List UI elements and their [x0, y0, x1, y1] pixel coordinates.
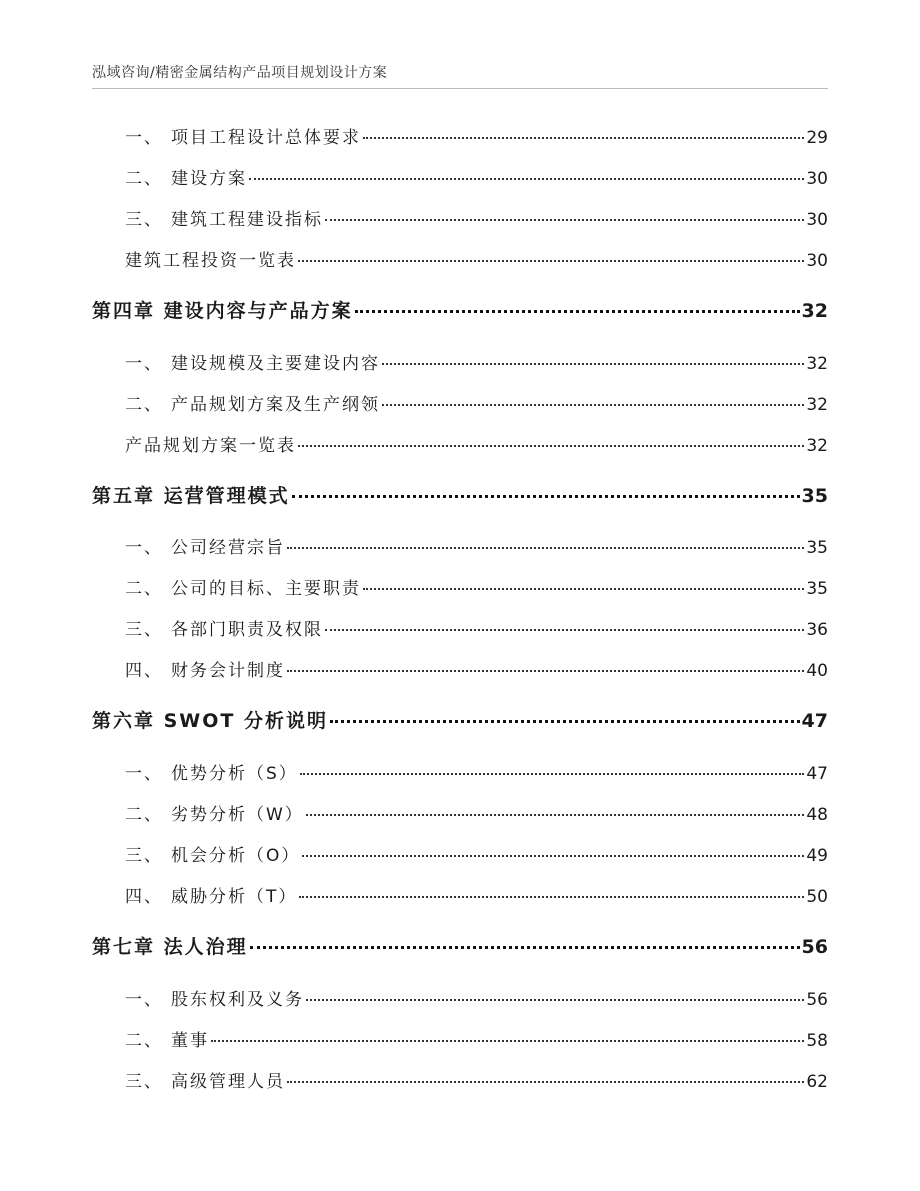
toc-entry-label [125, 656, 285, 681]
toc-page-number: 47 [801, 710, 828, 732]
toc-page-number: 32 [801, 300, 828, 322]
toc-section-entry[interactable] [0, 574, 920, 599]
toc-entry-number: 四、 [125, 661, 163, 681]
toc-chapter-entry[interactable] [0, 706, 920, 733]
toc-entry-label [125, 349, 380, 374]
toc-section-entry[interactable] [0, 759, 920, 784]
toc-page-number: 50 [806, 887, 828, 907]
dot-leader [302, 855, 804, 857]
dot-leader [325, 219, 804, 221]
toc-page-number: 29 [806, 128, 828, 148]
toc-entry-label [125, 533, 285, 558]
toc-entry-title: 建筑工程投资一览表 [125, 251, 296, 271]
toc-section-entry[interactable] [0, 841, 920, 866]
dot-leader [325, 629, 804, 631]
toc-section-entry[interactable] [0, 164, 920, 189]
toc-entry-label [92, 932, 248, 959]
toc-page-number: 32 [806, 436, 828, 456]
toc-entry-label [92, 706, 328, 733]
dot-leader [287, 547, 804, 549]
toc-entry-label [92, 296, 353, 323]
toc-page-number: 36 [806, 620, 828, 640]
toc-page-number: 30 [806, 169, 828, 189]
dot-leader [306, 814, 805, 816]
dot-leader [287, 1081, 804, 1083]
toc-entry-title: 财务会计制度 [171, 661, 285, 681]
toc-entry-label [125, 431, 296, 456]
toc-entry-number: 四、 [125, 887, 163, 907]
toc-entry-number: 一、 [125, 764, 163, 784]
dot-leader [355, 310, 800, 313]
toc-entry-number: 三、 [125, 620, 163, 640]
toc-entry-title: 公司的目标、主要职责 [171, 579, 361, 599]
toc-entry-title: 高级管理人员 [171, 1072, 285, 1092]
toc-entry-title: 产品规划方案一览表 [125, 436, 296, 456]
toc-entry-title: 第五章 运营管理模式 [92, 485, 290, 507]
dot-leader [249, 178, 804, 180]
toc-page-number: 48 [806, 805, 828, 825]
toc-entry-number: 三、 [125, 210, 163, 230]
toc-page-number: 30 [806, 251, 828, 271]
toc-entry-number: 一、 [125, 128, 163, 148]
toc-section-entry[interactable] [0, 1026, 920, 1051]
toc-entry-title: 第四章 建设内容与产品方案 [92, 300, 353, 322]
toc-entry-label [125, 985, 304, 1010]
toc-section-entry[interactable] [0, 123, 920, 148]
toc-page-number: 56 [806, 990, 828, 1010]
toc-section-entry[interactable] [0, 246, 920, 271]
toc-section-entry[interactable] [0, 390, 920, 415]
toc-entry-label [125, 123, 361, 148]
toc-entry-title: 建设方案 [171, 169, 247, 189]
toc-page-number: 32 [806, 395, 828, 415]
toc-entry-title: 建设规模及主要建设内容 [171, 354, 380, 374]
dot-leader [299, 896, 804, 898]
toc-entry-title: 机会分析（O） [171, 846, 301, 866]
toc-chapter-entry[interactable] [0, 481, 920, 508]
toc-entry-title: 产品规划方案及生产纲领 [171, 395, 380, 415]
dot-leader [298, 260, 804, 262]
toc-entry-number: 二、 [125, 395, 163, 415]
toc-page-number: 58 [806, 1031, 828, 1051]
toc-entry-label [125, 615, 323, 640]
toc-entry-label [125, 841, 300, 866]
toc-section-entry[interactable] [0, 349, 920, 374]
toc-entry-number: 二、 [125, 805, 163, 825]
toc-entry-title: 建筑工程建设指标 [171, 210, 323, 230]
toc-entry-title: 项目工程设计总体要求 [171, 128, 361, 148]
toc-entry-label [125, 882, 297, 907]
dot-leader [306, 999, 804, 1001]
toc-entry-title: 第六章 SWOT 分析说明 [92, 710, 328, 732]
toc-entry-title: 优势分析（S） [171, 764, 298, 784]
toc-entry-number: 二、 [125, 1031, 163, 1051]
toc-chapter-entry[interactable] [0, 296, 920, 323]
toc-page-number: 30 [806, 210, 828, 230]
toc-section-entry[interactable] [0, 882, 920, 907]
toc-page-number: 47 [806, 764, 828, 784]
toc-entry-title: 公司经营宗旨 [171, 538, 285, 558]
toc-entry-label [125, 759, 298, 784]
toc-entry-label [125, 1026, 209, 1051]
toc-entry-label [125, 164, 247, 189]
dot-leader [250, 946, 800, 949]
toc-entry-label [125, 205, 323, 230]
toc-page-number: 40 [806, 661, 828, 681]
toc-entry-title: 董事 [171, 1031, 209, 1051]
toc-page-number: 32 [806, 354, 828, 374]
toc-entry-number: 一、 [125, 354, 163, 374]
toc-section-entry[interactable] [0, 985, 920, 1010]
toc-section-entry[interactable] [0, 656, 920, 681]
toc-entry-number: 一、 [125, 990, 163, 1010]
running-header: 泓域咨询/精密金属结构产品项目规划设计方案 [92, 65, 388, 81]
toc-entry-title: 威胁分析（T） [171, 887, 298, 907]
toc-entry-label [125, 1067, 285, 1092]
toc-entry-title: 劣势分析（W） [171, 805, 304, 825]
dot-leader [287, 670, 804, 672]
toc-page-number: 35 [806, 579, 828, 599]
toc-entry-number: 二、 [125, 169, 163, 189]
dot-leader [363, 137, 804, 139]
toc-entry-label [125, 574, 361, 599]
toc-section-entry[interactable] [0, 205, 920, 230]
toc-entry-number: 三、 [125, 846, 163, 866]
toc-entry-number: 二、 [125, 579, 163, 599]
toc-entry-number: 三、 [125, 1072, 163, 1092]
dot-leader [211, 1040, 804, 1042]
toc-entry-title: 股东权利及义务 [171, 990, 304, 1010]
toc-entry-label [125, 800, 304, 825]
dot-leader [363, 588, 804, 590]
dot-leader [300, 773, 805, 775]
toc-entry-label [125, 246, 296, 271]
toc-chapter-entry[interactable] [0, 932, 920, 959]
toc-entry-title: 各部门职责及权限 [171, 620, 323, 640]
toc-page-number: 62 [806, 1072, 828, 1092]
toc-entry-label [125, 390, 380, 415]
toc-entry-number: 一、 [125, 538, 163, 558]
dot-leader [382, 404, 804, 406]
toc-page-number: 35 [806, 538, 828, 558]
dot-leader [382, 363, 804, 365]
toc-section-entry[interactable] [0, 800, 920, 825]
dot-leader [298, 445, 804, 447]
toc-section-entry[interactable] [0, 431, 920, 456]
toc-section-entry[interactable] [0, 533, 920, 558]
toc-entry-label [92, 481, 290, 508]
toc-page-number: 56 [801, 936, 828, 958]
toc-entry-title: 第七章 法人治理 [92, 936, 248, 958]
toc-section-entry[interactable] [0, 615, 920, 640]
toc-page-number: 35 [801, 485, 828, 507]
dot-leader [330, 720, 800, 723]
toc-section-entry[interactable] [0, 1067, 920, 1092]
dot-leader [292, 495, 800, 498]
toc-page-number: 49 [806, 846, 828, 866]
